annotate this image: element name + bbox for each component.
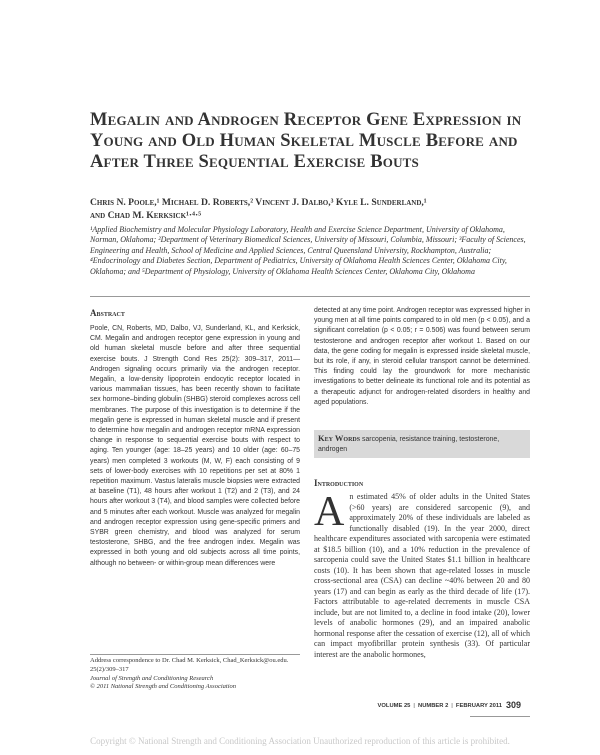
- footer-number: NUMBER 2: [418, 703, 449, 709]
- introduction-body: [314, 489, 530, 660]
- journal-name: Journal of Strength and Conditioning Research: [90, 674, 214, 682]
- introduction-text: n estimated 45% of older adults in the United States (>60 years) are considered sarcopenic (9), and approximately 20% of these individuals are labeled as functionally disabled (19). In the year 2000, direct healthcare expenditures associated with sarcopenia were estimated at $18.5 billion (10), and a 10% reduction in the prevalence of sarcopenia could save the United States $1.1 billion in healthcare costs (10). It has been shown that age-related losses in muscle cross-sectional area (CSA) can decline ~40% between 20 and 80 years (17) and can begin as early as the third decade of life (17). Factors attributable to age-related decrements in muscle CSA include, but are not limited to, a decline in food intake (20), lower levels of anabolic hormones (29), and an impaired anabolic hormonal response after the cessation of exercise (12), all of which can impact myofibrillar protein synthesis (33). Of particular interest are the anabolic hormones,: [314, 492, 530, 659]
- authors-line-1: Chris N. Poole,¹ Michael D. Roberts,² Vincent J. Dalbo,³ Kyle L. Sunderland,¹: [90, 197, 427, 208]
- keywords-box: [314, 430, 530, 458]
- article-title: Megalin and Androgen Receptor Gene Expression in Young and Old Human Skeletal Muscle Before and After Three Sequential Exercise Bouts: [90, 110, 522, 172]
- drop-cap: A: [314, 489, 345, 535]
- keywords-label: Key Words: [318, 433, 361, 443]
- abstract-text-right: detected at any time point. Androgen receptor was expressed higher in young men at all time points compared to in old men (p < 0.05), and a significant correlation (p < 0.05; r = 0.506) was found between serum testosterone and androgen receptor after workout 1. Based on our data, the gene coding for megalin is expressed inside skeletal muscle, but its role, if any, in steroid cellular transport cannot be determined. This finding could lay the groundwork for more mechanistic investigations to better delineate its functional role and its potential as a therapeutic adjunct for androgen-related disorders in healthy and aged populations.: [314, 307, 530, 406]
- running-footer: VOLUME 25 | NUMBER 2 | FEBRUARY 2011: [377, 703, 502, 709]
- copyright-watermark: Copyright © National Strength and Conditioning Association Unauthorized reproduction of this article is prohibited.: [90, 736, 510, 746]
- footer-volume: VOLUME 25: [377, 703, 411, 709]
- abstract-heading: Abstract: [90, 308, 125, 318]
- introduction-heading: Introduction: [314, 478, 364, 488]
- abstract-right-column: [314, 306, 530, 408]
- footnote-divider: [90, 654, 300, 655]
- abstract-text-left: Poole, CN, Roberts, MD, Dalbo, VJ, Sunderland, KL, and Kerksick, CM. Megalin and androgen receptor gene expression in young and old human skeletal muscle before and after three sequential exercise bouts. J Strength Cond Res 25(2): 309–317, 2011—Androgen signaling occurs primarily via the androgen receptor. Megalin, a low-density lipoprotein endocytic receptor located in various mammalian tissues, has been recently shown to facilitate sex hormone–binding globulin (SHBG) steroid complexes across cell membranes. The purpose of this investigation is to determine if the megalin gene is expressed in human skeletal muscle and if present to determine how megalin and androgen receptor mRNA expression change in response to sequential exercise bouts with respect to aging. Ten younger (age: 18–25 years) and 10 older (age: 60–75 years) men completed 3 workouts (M, W, F) each consisting of 9 sets of lower-body exercises with 10 repetitions per set at 80% 1 repetition maximum. Vastus lateralis muscle biopsies were extracted at baseline (T1), 48 hours after workout 1 (T2) and 2 (T3), and 24 hours after workout 3 (T4), and blood samples were collected before and 5 minutes after each workout. Muscle was analyzed for megalin and androgen receptor expression using gene-specific primers and SYBR green chemistry, and blood was analyzed for serum testosterone, SHBG, and the free androgen index. Megalin was expressed in both young and old subjects across all time points, although no between- or within-group mean differences were: [90, 325, 300, 567]
- keywords-text: sarcopenia, resistance training, testosterone, androgen: [318, 436, 500, 453]
- footer-date: FEBRUARY 2011: [455, 703, 502, 709]
- page-number: 309: [506, 700, 522, 710]
- footnotes: [90, 657, 300, 692]
- footer-divider: [470, 716, 530, 717]
- affiliations: ¹Applied Biochemistry and Molecular Physiology Laboratory, Health and Exercise Science Department, University of Oklahoma, Norman, Oklahoma; ²Department of Veterinary Biomedical Sciences, University of Missouri, Columbia, Missouri; ³Faculty of Sciences, Engineering and Health, School of Medicine and Applied Sciences, Central Queensland University, Rockhampton, Australia; ⁴Endocrinology and Diabetes Section, Department of Pediatrics, University of Oklahoma Health Sciences Center, Oklahoma City, Oklahoma; and ⁵Department of Physiology, University of Oklahoma Health Sciences Center, Oklahoma City, Oklahoma: [90, 225, 526, 276]
- header-divider: [90, 296, 530, 297]
- author-list: [90, 196, 530, 222]
- authors-line-2: and Chad M. Kerksick¹·⁴·⁵: [90, 210, 202, 221]
- abstract-left-column: [90, 324, 300, 569]
- volume-pages-note: 25(2)/309–317: [90, 665, 129, 673]
- correspondence-note: Address correspondence to Dr. Chad M. Kerksick, Chad_Kerksick@ou.edu.: [90, 657, 289, 664]
- journal-copyright: © 2011 National Strength and Conditioning Association: [90, 683, 237, 691]
